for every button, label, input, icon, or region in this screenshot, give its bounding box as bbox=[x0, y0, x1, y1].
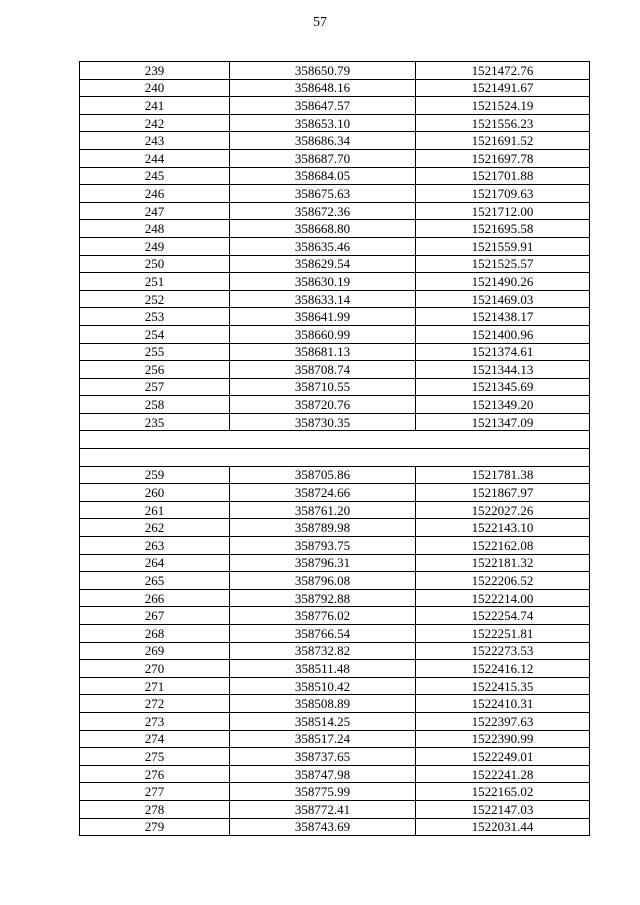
point-number-cell: 257 bbox=[80, 378, 230, 396]
table-row bbox=[80, 537, 590, 555]
y-coordinate-cell: 1521524.19 bbox=[416, 97, 590, 115]
table-row bbox=[80, 712, 590, 730]
x-coordinate-cell: 358761.20 bbox=[230, 501, 416, 519]
x-coordinate-cell: 358724.66 bbox=[230, 484, 416, 502]
point-number-cell: 273 bbox=[80, 712, 230, 730]
x-coordinate-cell: 358732.82 bbox=[230, 642, 416, 660]
point-number-cell: 252 bbox=[80, 290, 230, 308]
y-coordinate-cell: 1522390.99 bbox=[416, 730, 590, 748]
y-coordinate-cell: 1522273.53 bbox=[416, 642, 590, 660]
table-row bbox=[80, 765, 590, 783]
y-coordinate-cell: 1521709.63 bbox=[416, 185, 590, 203]
y-coordinate-cell: 1522416.12 bbox=[416, 660, 590, 678]
point-number-cell: 276 bbox=[80, 765, 230, 783]
y-coordinate-cell: 1521701.88 bbox=[416, 167, 590, 185]
y-coordinate-cell: 1522147.03 bbox=[416, 800, 590, 818]
table-row bbox=[80, 730, 590, 748]
point-number-cell: 242 bbox=[80, 114, 230, 132]
x-coordinate-cell: 358630.19 bbox=[230, 273, 416, 291]
x-coordinate-cell: 358508.89 bbox=[230, 695, 416, 713]
y-coordinate-cell: 1522143.10 bbox=[416, 519, 590, 537]
point-number-cell: 261 bbox=[80, 501, 230, 519]
table-row bbox=[80, 361, 590, 379]
coordinates-table-body bbox=[80, 62, 590, 836]
y-coordinate-cell: 1521374.61 bbox=[416, 343, 590, 361]
table-row bbox=[80, 62, 590, 80]
x-coordinate-cell: 358776.02 bbox=[230, 607, 416, 625]
x-coordinate-cell: 358653.10 bbox=[230, 114, 416, 132]
point-number-cell: 278 bbox=[80, 800, 230, 818]
x-coordinate-cell: 358708.74 bbox=[230, 361, 416, 379]
table-row bbox=[80, 237, 590, 255]
table-row bbox=[80, 748, 590, 766]
y-coordinate-cell: 1522206.52 bbox=[416, 572, 590, 590]
y-coordinate-cell: 1522397.63 bbox=[416, 712, 590, 730]
point-number-cell: 250 bbox=[80, 255, 230, 273]
y-coordinate-cell: 1521525.57 bbox=[416, 255, 590, 273]
x-coordinate-cell: 358633.14 bbox=[230, 290, 416, 308]
table-row bbox=[80, 783, 590, 801]
table-row bbox=[80, 484, 590, 502]
point-number-cell: 277 bbox=[80, 783, 230, 801]
y-coordinate-cell: 1521559.91 bbox=[416, 237, 590, 255]
x-coordinate-cell: 358710.55 bbox=[230, 378, 416, 396]
point-number-cell: 275 bbox=[80, 748, 230, 766]
y-coordinate-cell: 1521345.69 bbox=[416, 378, 590, 396]
x-coordinate-cell: 358772.41 bbox=[230, 800, 416, 818]
table-row bbox=[80, 79, 590, 97]
point-number-cell: 241 bbox=[80, 97, 230, 115]
table-row bbox=[80, 677, 590, 695]
table-row bbox=[80, 607, 590, 625]
x-coordinate-cell: 358766.54 bbox=[230, 625, 416, 643]
table-row bbox=[80, 519, 590, 537]
table-row bbox=[80, 818, 590, 836]
point-number-cell: 254 bbox=[80, 325, 230, 343]
table-row bbox=[80, 642, 590, 660]
y-coordinate-cell: 1522415.35 bbox=[416, 677, 590, 695]
point-number-cell: 269 bbox=[80, 642, 230, 660]
x-coordinate-cell: 358687.70 bbox=[230, 149, 416, 167]
point-number-cell: 272 bbox=[80, 695, 230, 713]
y-coordinate-cell: 1522162.08 bbox=[416, 537, 590, 555]
point-number-cell: 267 bbox=[80, 607, 230, 625]
point-number-cell: 270 bbox=[80, 660, 230, 678]
table-row bbox=[80, 132, 590, 150]
table-row bbox=[80, 114, 590, 132]
y-coordinate-cell: 1522165.02 bbox=[416, 783, 590, 801]
x-coordinate-cell: 358650.79 bbox=[230, 62, 416, 80]
x-coordinate-cell: 358510.42 bbox=[230, 677, 416, 695]
y-coordinate-cell: 1521472.76 bbox=[416, 62, 590, 80]
table-row bbox=[80, 220, 590, 238]
y-coordinate-cell: 1521556.23 bbox=[416, 114, 590, 132]
point-number-cell: 239 bbox=[80, 62, 230, 80]
y-coordinate-cell: 1522214.00 bbox=[416, 589, 590, 607]
separator-row bbox=[80, 431, 590, 449]
separator-cell bbox=[80, 431, 590, 449]
point-number-cell: 274 bbox=[80, 730, 230, 748]
x-coordinate-cell: 358686.34 bbox=[230, 132, 416, 150]
x-coordinate-cell: 358647.57 bbox=[230, 97, 416, 115]
table-row bbox=[80, 589, 590, 607]
point-number-cell: 244 bbox=[80, 149, 230, 167]
x-coordinate-cell: 358660.99 bbox=[230, 325, 416, 343]
x-coordinate-cell: 358743.69 bbox=[230, 818, 416, 836]
point-number-cell: 271 bbox=[80, 677, 230, 695]
y-coordinate-cell: 1522241.28 bbox=[416, 765, 590, 783]
x-coordinate-cell: 358641.99 bbox=[230, 308, 416, 326]
x-coordinate-cell: 358789.98 bbox=[230, 519, 416, 537]
point-number-cell: 259 bbox=[80, 466, 230, 484]
point-number-cell: 268 bbox=[80, 625, 230, 643]
x-coordinate-cell: 358675.63 bbox=[230, 185, 416, 203]
table-row bbox=[80, 466, 590, 484]
y-coordinate-cell: 1521400.96 bbox=[416, 325, 590, 343]
y-coordinate-cell: 1521691.52 bbox=[416, 132, 590, 150]
point-number-cell: 249 bbox=[80, 237, 230, 255]
table-row bbox=[80, 255, 590, 273]
table-row bbox=[80, 273, 590, 291]
table-row bbox=[80, 413, 590, 431]
table-row bbox=[80, 97, 590, 115]
table-row bbox=[80, 325, 590, 343]
point-number-cell: 262 bbox=[80, 519, 230, 537]
x-coordinate-cell: 358668.80 bbox=[230, 220, 416, 238]
x-coordinate-cell: 358684.05 bbox=[230, 167, 416, 185]
y-coordinate-cell: 1521781.38 bbox=[416, 466, 590, 484]
point-number-cell: 235 bbox=[80, 413, 230, 431]
x-coordinate-cell: 358511.48 bbox=[230, 660, 416, 678]
table-row bbox=[80, 149, 590, 167]
point-number-cell: 256 bbox=[80, 361, 230, 379]
y-coordinate-cell: 1522249.01 bbox=[416, 748, 590, 766]
x-coordinate-cell: 358775.99 bbox=[230, 783, 416, 801]
coordinates-table bbox=[79, 61, 590, 836]
separator-row bbox=[80, 449, 590, 467]
y-coordinate-cell: 1522254.74 bbox=[416, 607, 590, 625]
y-coordinate-cell: 1521490.26 bbox=[416, 273, 590, 291]
point-number-cell: 251 bbox=[80, 273, 230, 291]
table-row bbox=[80, 343, 590, 361]
x-coordinate-cell: 358681.13 bbox=[230, 343, 416, 361]
x-coordinate-cell: 358793.75 bbox=[230, 537, 416, 555]
table-row bbox=[80, 554, 590, 572]
point-number-cell: 279 bbox=[80, 818, 230, 836]
page-number: 57 bbox=[313, 15, 327, 30]
x-coordinate-cell: 358720.76 bbox=[230, 396, 416, 414]
y-coordinate-cell: 1521491.67 bbox=[416, 79, 590, 97]
y-coordinate-cell: 1522251.81 bbox=[416, 625, 590, 643]
point-number-cell: 253 bbox=[80, 308, 230, 326]
x-coordinate-cell: 358747.98 bbox=[230, 765, 416, 783]
y-coordinate-cell: 1521347.09 bbox=[416, 413, 590, 431]
table-row bbox=[80, 396, 590, 414]
separator-cell bbox=[80, 449, 590, 467]
y-coordinate-cell: 1521349.20 bbox=[416, 396, 590, 414]
point-number-cell: 246 bbox=[80, 185, 230, 203]
y-coordinate-cell: 1521697.78 bbox=[416, 149, 590, 167]
point-number-cell: 265 bbox=[80, 572, 230, 590]
x-coordinate-cell: 358517.24 bbox=[230, 730, 416, 748]
x-coordinate-cell: 358730.35 bbox=[230, 413, 416, 431]
y-coordinate-cell: 1521469.03 bbox=[416, 290, 590, 308]
table-row bbox=[80, 695, 590, 713]
table-row bbox=[80, 167, 590, 185]
table-row bbox=[80, 501, 590, 519]
table-row bbox=[80, 572, 590, 590]
x-coordinate-cell: 358796.31 bbox=[230, 554, 416, 572]
point-number-cell: 255 bbox=[80, 343, 230, 361]
point-number-cell: 263 bbox=[80, 537, 230, 555]
table-row bbox=[80, 800, 590, 818]
point-number-cell: 240 bbox=[80, 79, 230, 97]
x-coordinate-cell: 358635.46 bbox=[230, 237, 416, 255]
x-coordinate-cell: 358648.16 bbox=[230, 79, 416, 97]
point-number-cell: 264 bbox=[80, 554, 230, 572]
table-row bbox=[80, 290, 590, 308]
table-row bbox=[80, 660, 590, 678]
table-row bbox=[80, 185, 590, 203]
x-coordinate-cell: 358792.88 bbox=[230, 589, 416, 607]
point-number-cell: 247 bbox=[80, 202, 230, 220]
x-coordinate-cell: 358629.54 bbox=[230, 255, 416, 273]
table-row bbox=[80, 202, 590, 220]
y-coordinate-cell: 1522031.44 bbox=[416, 818, 590, 836]
table-row bbox=[80, 378, 590, 396]
point-number-cell: 260 bbox=[80, 484, 230, 502]
x-coordinate-cell: 358737.65 bbox=[230, 748, 416, 766]
point-number-cell: 258 bbox=[80, 396, 230, 414]
y-coordinate-cell: 1521695.58 bbox=[416, 220, 590, 238]
x-coordinate-cell: 358514.25 bbox=[230, 712, 416, 730]
y-coordinate-cell: 1522181.32 bbox=[416, 554, 590, 572]
x-coordinate-cell: 358672.36 bbox=[230, 202, 416, 220]
point-number-cell: 245 bbox=[80, 167, 230, 185]
x-coordinate-cell: 358705.86 bbox=[230, 466, 416, 484]
point-number-cell: 266 bbox=[80, 589, 230, 607]
point-number-cell: 248 bbox=[80, 220, 230, 238]
y-coordinate-cell: 1521712.00 bbox=[416, 202, 590, 220]
point-number-cell: 243 bbox=[80, 132, 230, 150]
y-coordinate-cell: 1521438.17 bbox=[416, 308, 590, 326]
y-coordinate-cell: 1522410.31 bbox=[416, 695, 590, 713]
table-row bbox=[80, 308, 590, 326]
table-row bbox=[80, 625, 590, 643]
x-coordinate-cell: 358796.08 bbox=[230, 572, 416, 590]
y-coordinate-cell: 1521344.13 bbox=[416, 361, 590, 379]
y-coordinate-cell: 1522027.26 bbox=[416, 501, 590, 519]
y-coordinate-cell: 1521867.97 bbox=[416, 484, 590, 502]
